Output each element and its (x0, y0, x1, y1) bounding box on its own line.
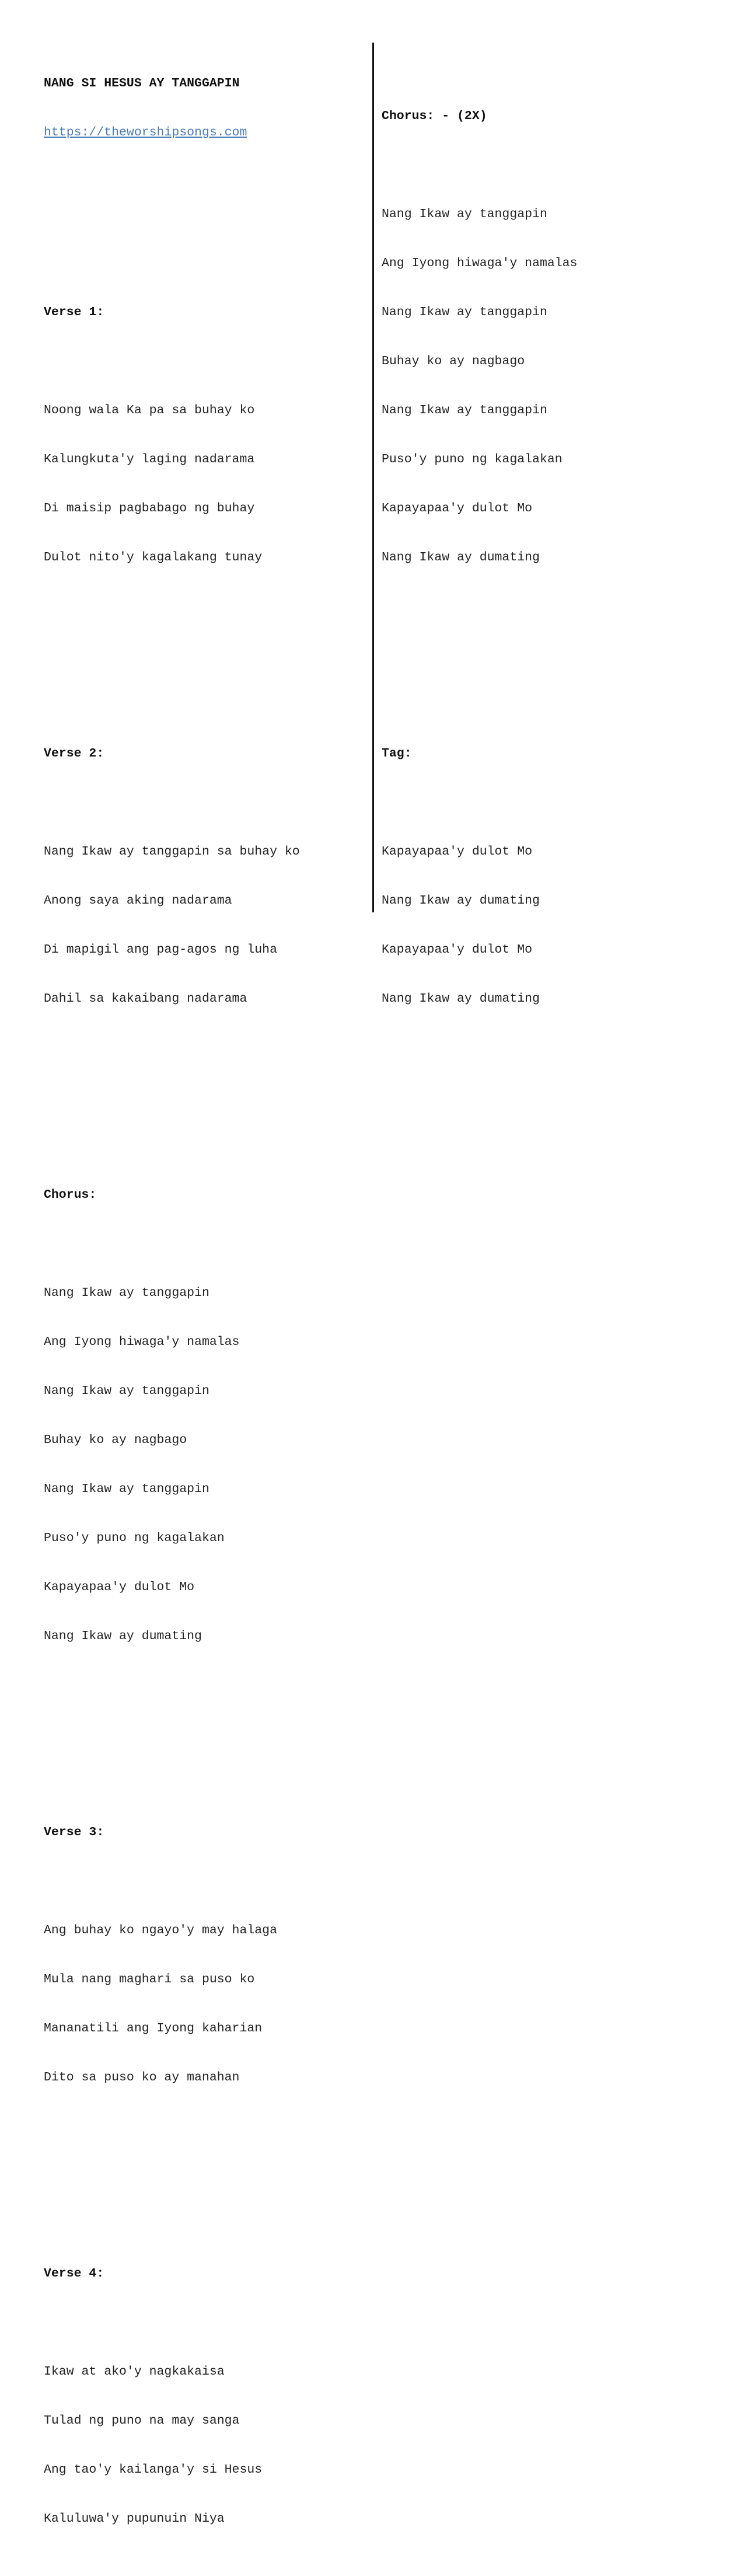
lyric-line: Di maisip pagbabago ng buhay (44, 501, 255, 515)
source-link[interactable]: https://theworshipsongs.com (44, 126, 247, 140)
lyric-line: Dito sa puso ko ay manahan (44, 2070, 240, 2084)
lyric-line: Mula nang maghari sa puso ko (44, 1972, 255, 1986)
section-tag (382, 713, 708, 1040)
section-chorus-repeat (382, 75, 708, 598)
section-heading: Chorus: (44, 1188, 97, 1202)
lyric-line: Tulad ng puno na may sanga (44, 2414, 240, 2428)
right-column (382, 43, 708, 1056)
section-chorus (44, 1154, 359, 1677)
song-title: NANG SI HESUS AY TANGGAPIN (44, 76, 240, 90)
lyric-line: Nang Ikaw ay tanggapin (382, 403, 547, 417)
lyric-line: Noong wala Ka pa sa buhay ko (44, 403, 255, 417)
lyric-line: Nang Ikaw ay tanggapin (44, 1384, 209, 1398)
lyric-line: Di mapigil ang pag-agos ng luha (44, 943, 277, 957)
lyric-line: Anong saya aking nadarama (44, 894, 232, 908)
lyric-line: Buhay ko ay nagbago (382, 354, 525, 368)
lyric-line: Puso'y puno ng kagalakan (382, 452, 563, 466)
column-divider (372, 43, 374, 912)
lyric-line: Ang Iyong hiwaga'y namalas (44, 1335, 240, 1349)
section-heading: Tag: (382, 747, 412, 761)
lyric-line: Nang Ikaw ay dumating (382, 894, 540, 908)
lyric-line: Ikaw at ako'y nagkakaisa (44, 2365, 225, 2379)
lyric-line: Kapayapaa'y dulot Mo (382, 501, 533, 515)
section-heading: Chorus: - (2X) (382, 109, 487, 123)
lyric-line: Nang Ikaw ay dumating (44, 1629, 202, 1643)
left-column (44, 43, 359, 2576)
lyric-line: Kapayapaa'y dulot Mo (382, 943, 533, 957)
lyric-line: Mananatili ang Iyong kaharian (44, 2021, 263, 2035)
lyric-line: Dulot nito'y kagalakang tunay (44, 550, 263, 564)
section-verse-4 (44, 2233, 359, 2560)
section-verse-1 (44, 271, 359, 598)
lyric-line: Dahil sa kakaibang nadarama (44, 992, 247, 1006)
section-heading: Verse 2: (44, 747, 104, 761)
lyric-line: Nang Ikaw ay tanggapin sa buhay ko (44, 845, 300, 859)
lyric-line: Kaluluwa'y pupunuin Niya (44, 2512, 225, 2526)
lyric-line: Nang Ikaw ay tanggapin (44, 1482, 209, 1496)
lyric-line: Nang Ikaw ay dumating (382, 992, 540, 1006)
section-heading: Verse 3: (44, 1825, 104, 1839)
lyric-line: Ang Iyong hiwaga'y namalas (382, 256, 578, 270)
section-verse-2 (44, 713, 359, 1040)
lyric-line: Ang buhay ko ngayo'y may halaga (44, 1923, 277, 1937)
lyric-line: Buhay ko ay nagbago (44, 1433, 187, 1447)
lyric-line: Ang tao'y kailanga'y si Hesus (44, 2463, 263, 2477)
section-heading: Verse 4: (44, 2267, 104, 2281)
lyric-line: Nang Ikaw ay tanggapin (382, 207, 547, 221)
section-verse-3 (44, 1791, 359, 2118)
lyric-line: Kapayapaa'y dulot Mo (44, 1580, 195, 1594)
lyric-line: Nang Ikaw ay tanggapin (44, 1286, 209, 1300)
lyric-line: Puso'y puno ng kagalakan (44, 1531, 225, 1545)
lyric-line: Kapayapaa'y dulot Mo (382, 845, 533, 859)
lyric-line: Nang Ikaw ay tanggapin (382, 305, 547, 319)
lyric-line: Nang Ikaw ay dumating (382, 550, 540, 564)
section-heading: Verse 1: (44, 305, 104, 319)
lyric-line: Kalungkuta'y laging nadarama (44, 452, 255, 466)
